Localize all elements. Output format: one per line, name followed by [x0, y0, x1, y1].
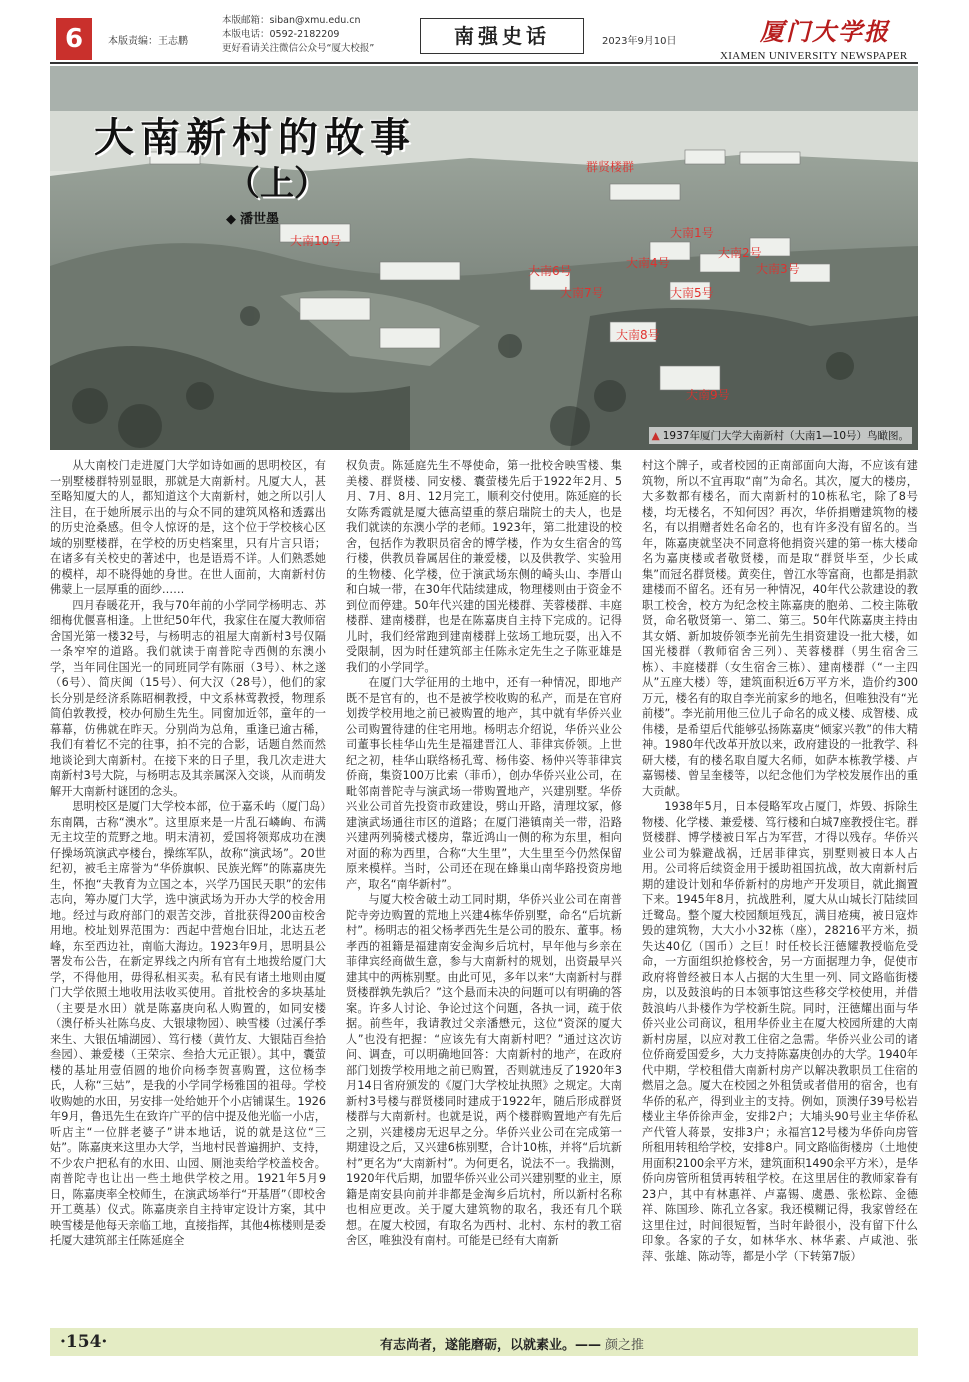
triangle-icon: ▲: [651, 430, 660, 442]
photo-label: 群贤楼群: [586, 160, 635, 174]
page-label: ·154·: [60, 1332, 108, 1352]
photo-label: 大南10号: [290, 234, 342, 248]
page-number-tab: 6: [56, 18, 92, 60]
paragraph: 在厦门大学征用的土地中，还有一种情况，即地产既不是官有的，也不是被学校收购的私产，而是在官府划拨学校用地之前已被购置的地产，其中就有华侨兴业公司购置待建的住宅用地。杨明志介绍说，华侨兴业公司董事长桂华山先生是福建晋江人、菲律宾侨领。上世纪之初，桂华山联络杨孔莺、杨伟姿、杨仲兴等菲律宾侨商，集资100万比索（菲币），创办华侨兴业公司，在毗邻南普陀寺与演武场一带购置地产，兴建别墅。华侨兴业公司首先投资市政建设，劈山开路，清理坟冢，修建演武场通往市区的道路；在厦门港镇南关一带，沿路兴建两列骑楼式楼房，靠近鸿山一侧的称为东里，相向对面的称为西里，合称“大生里”，大生里至今仍然保留原来模样。当时，公司还在现在蜂巢山南华路投资房地产，取名“南华新村”。: [346, 676, 622, 891]
photo-label: 大南6号: [528, 264, 572, 278]
author-name: 潘世墨: [240, 212, 280, 227]
photo-label: 大南4号: [626, 256, 670, 270]
footer-motto: [380, 1334, 644, 1353]
motto-source: 颜之推: [605, 1338, 645, 1353]
footer-bar: [50, 1328, 918, 1356]
phone-line: 本版电话：0592-2182209: [222, 29, 340, 40]
section-title: 南强史话: [420, 18, 584, 54]
paragraph: 与厦大校舍破土动工同时期，华侨兴业公司在南普陀寺旁边购置的荒地上兴建4栋华侨别墅，命名“后坑新村”。杨明志的祖父杨孝西先生是公司的股东、董事。杨孝西的祖籍是福建南安金淘乡后坑村，早年他与乡亲在菲律宾经商做生意，参与大南新村的规划，出资最早兴建其中的两栋别墅。由此可见，多年以来“大南新村与群贤楼群孰先孰后？”这个悬而未决的问题可以有明确的答案。许多人讨论、争论过这个问题，各执一词，疏于依据。前些年，我请教过父亲潘懋元，这位“资深的厦大人”也没有把握：“应该先有大南新村吧？”通过这次访问、调查，可以明确地回答：大南新村的地产，在政府部门划拨学校用地之前已购置，否则就违反了1920年3月14日省府颁发的《厦门大学校址执照》之规定。大南新村3号楼与群贤楼同时建成于1922年，随后形成群贤楼群与大南新村。也就是说，两个楼群购置地产有先后之别，兴建楼房无迟早之分。华侨兴业公司在完成第一期建设之后，又兴建6栋别墅，合计10栋，并将“后坑新村”更名为“大南新村”。为何更名，说法不一。我揣测，1920年代后期，加盟华侨兴业公司兴建别墅的业主，原籍是南安县向前并非都是金淘乡后坑村，所以新村名称也相应更改。关于厦大建筑物的取名，我还有几个联想。在厦大校园，有取名为西村、北村、东村的教工宿舍区，唯独没有南村。可能是已经有大南新: [346, 893, 622, 1247]
wechat-line: 更好看请关注微信公众号“厦大校报”: [222, 43, 375, 54]
photo-label: 大南9号: [686, 388, 730, 402]
issue-date: 2023年9月10日: [602, 36, 677, 47]
diamond-icon: ◆: [226, 212, 236, 227]
photo-label: 大南2号: [718, 246, 762, 260]
photo-label: 大南8号: [616, 328, 660, 342]
masthead: [0, 0, 969, 62]
masthead-rule: [50, 62, 918, 64]
paragraph: 思明校区是厦门大学校本部，位于嘉禾屿（厦门岛）东南隅，古称“澳水”。这里原来是一片乱石嶙峋、布满无主坟茔的荒野之地。明末清初，爱国将领郑成功在澳仔操场筑演武亭楼台，操练军队，故称“演武场”。20世纪初，被毛主席誉为“华侨旗帜、民族光辉”的陈嘉庚先生，怀抱“夫教育为立国之本，兴学乃国民天职”的宏伟志向，筹办厦门大学，选中演武场为开办大学的校舍用地。经过与政府部门的艰苦交涉，首批获得200亩校舍用地。校址划界范围为：西起中营炮台旧址，北达五老峰，东至西边社，南临大海边。1923年9月，思明县公署发布公告，在新定界线之内所有官有土地拨给厦门大学，不得他用，毋得私相买卖。私有民有诸土地则由厦门大学依照土地收用法收买使用。首批校舍的多块基址（主要是水田）就是陈嘉庚向私人购置的，如同安楼（澳仔桥头社陈乌皮、大银埭物园）、映雪楼（过溪仔季来生、大银伍埔湖园）、笃行楼（黄竹友、大银陆百叁拾叁园）、兼爱楼（王荣宗、叁拾大元正银）。其中，囊萤楼的基址用壹佰圆的地价向杨李贺喜购置，这位杨李氏，人称“三姑”，是我的小学同学杨雅国的祖母。学校收购她的水田，另安排一处给她开个小店铺谋生。1926年9月，鲁迅先生在致许广平的信中提及他光临一小店，听店主“一位胖老婆子”讲本地话，说的就是这位“三姑”。陈嘉庚来这里办大学，当地村民普遍拥护、支持，不少农户把私有的水田、山园、厕池卖给学校盖校舍。南普陀寺也让出一些土地供学校之用。1921年5月9日，陈嘉庚率全校师生，在演武场举行“开基厝”（即校舍开工奠基）仪式。陈嘉庚亲自主持审定设计方案，其中映雪楼是他每天亲临工地，直接指挥，其他4栋楼则是委托厦大建筑部主任陈延庭全: [50, 800, 326, 1247]
photo-label: 大南5号: [670, 286, 714, 300]
text-column-2: [346, 458, 622, 1314]
caption-text: 1937年厦门大学大南新村（大南1—10号）鸟瞰图。: [662, 430, 909, 442]
newspaper-logo: 厦门大学报: [760, 17, 890, 46]
photo-label: 大南3号: [756, 262, 800, 276]
paragraph: 村这个牌子，或者校园的正南部面向大海，不应该有建筑物，所以不宜再取“南”为命名。其次，厦大的楼房，大多数都有楼名，而大南新村的10栋私宅，除了8号楼，均无楼名，不知何因？再次，华侨捐赠建筑物的楼名，有以捐赠者姓名命名的，也有许多没有留名的。当年，陈嘉庚就坚决不同意将他捐资兴建的第一栋大楼命名为嘉庚楼或者敬贤楼，而是取“群贤毕至，少长咸集”而冠名群贤楼。黄奕住，曾江水等富商，也都是捐款建楼而不留名。还有另一种情况，40年代公款建设的教职工校舍，校方为纪念校主陈嘉庚的胞弟、二校主陈敬贤，命名敬贤第一、第二、第三。50年代陈嘉庚主持由其女婿、新加坡侨领李光前先生捐资建设一批大楼，如国光楼群（教师宿舍三列）、芙蓉楼群（男生宿舍三栋）、丰庭楼群（女生宿舍三栋）、建南楼群（“一主四从”五座大楼）等，建筑面积近6万平方米，造价约300万元，楼名有的取自李光前家乡的地名，但唯独没有“光前楼”。李光前用他三位儿子命名的成义楼、成智楼、成伟楼，是希望后代能够弘扬陈嘉庚“倾家兴教”的伟大精神。1980年代改革开放以来，政府建设的一批教学、科研大楼，有的楼名取自厦大名师，如萨本栋教学楼、卢嘉锡楼、曾呈奎楼等，以纪念他们为学校发展作出的重大贡献。: [642, 459, 918, 798]
text-column-1: [50, 458, 326, 1314]
motto-text: 有志尚者，遂能磨砺，以就素业。——: [380, 1338, 602, 1353]
paragraph: 权负责。陈延庭先生不辱使命，第一批校舍映雪楼、集美楼、群贤楼、同安楼、囊萤楼先后于1922年2月、5月、7月、8月、12月完工，顺利交付使用。陈延庭的长女陈秀霞就是厦大德高望重的蔡启瑞院士的夫人，也是我们就读的东澳小学的老师。1923年，第二批建设的校舍，包括作为教职员宿舍的博学楼，作为女生宿舍的笃行楼，供教员眷属居住的兼爱楼，以及供教学、实验用的生物楼、化学楼，位于演武场东侧的崎头山、李厝山和白城一带，在30年代陆续建成，物理楼则由于资金不到位而停建。50年代兴建的国光楼群、芙蓉楼群、丰庭楼群、建南楼群，也是在陈嘉庚自主持下完成的。记得儿时，我们经常跑到建南楼群上弦场工地玩耍，出入不受限制，因为时任建筑部主任陈永定先生之子陈亚雄是我们的小学同学。: [346, 459, 622, 674]
photo-caption: [649, 427, 912, 444]
contact-info: [222, 14, 374, 56]
text-column-3: [642, 458, 918, 1314]
photo-label: 大南1号: [670, 226, 714, 240]
paragraph: 四月春暖花开，我与70年前的小学同学杨明志、苏细梅优偃喜相逢。上世纪50年代，我家住在厦大教师宿舍国光第一楼32号，与杨明志的祖屋大南新村3号仅隔一条窄窄的道路。我们就读于南普陀寺西侧的东澳小学，当年同住国光一的同班同学有陈丽（3号）、林之遂（6号）、简庆闽（15号）、何大汉（28号），他们的家长分别是经济系陈昭桐教授，中文系林莺教授，物理系简伯敦教授，校办何励生先生。同窗加近邻，童年的一幕幕，仿佛就在昨天。分别尚为总角，重逢已逾古稀，我们有着忆不完的往事，拍不完的合影，话题自然而然地谈论到大南新村。在接下来的日子里，我几次走进大南新村3号大院，与杨明志及其亲属深入交谈，从而萌发解开大南新村谜团的念头。: [50, 598, 326, 798]
editor-credit: 本版责编：王志鹏: [108, 36, 188, 47]
hero-photo: [50, 66, 918, 450]
paragraph: 1938年5月，日本侵略军攻占厦门，炸毁、拆除生物楼、化学楼、兼爱楼、笃行楼和白城7座教授住宅。群贤楼群、博学楼被日军占为军营，才得以残存。华侨兴业公司为躲避战祸，迁居菲律宾，别墅则被日本人占用。公司将后续资金用于援助祖国抗战，故大南新村后期的建设计划和华侨新村的房地产开发项目，就此搁置下来。1945年8月，抗战胜利，厦大从山城长汀陆续回迁鹭岛。整个厦大校园颓垣残瓦，满目疮痍，被日寇炸毁的建筑物，大大小小32栋（座），28216平方米，损失达40亿（国币）之巨！时任校长汪德耀教授临危受命，一方面组织抢修校舍，另一方面据理力争，促使市政府将曾经被日本人占据的大生里一列、同文路临街楼房，以及鼓浪屿的日本领事馆这些移交学校使用，并借鼓浪屿八卦楼作为学校新生院。同时，汪德耀出面与华侨兴业公司商议，租用华侨业主在厦大校园所建的大南新村房屋，以应对教工住宿之急需。华侨兴业公司的诸位侨商爱国爱乡，大力支持陈嘉庚创办的大学。1940年代中期，学校租借大南新村房产以解决教职员工住宿的燃眉之急。厦大在校园之外租赁或者借用的宿舍，也有华侨的私产，得到业主的支持。例如，顶澳仔39号松岩楼业主华侨徐声金，安排2户；大埔头90号业主华侨私产代管人蒋景，安排3户；永福宫12号楼为华侨向房管所租用转租给学校，安排8户。同文路临街楼房（土地使用面积2100余平方米，建筑面积1490余平方米），是华侨向房管所租赁再转租学校。在这里居住的教师家眷有23户，其中有林惠祥、卢嘉锡、虞愚、张松踪、金德祥、陈国珍、陈孔立各家。我还模糊记得，我家曾经在这里住过，时间很短暂，当时年龄很小，没有留下什么印象。各家的子女，如林华水、林华素、卢咸池、张萍、张雄、陈动等，都是小学（下转第7版）: [642, 800, 918, 1263]
article-title: 大南新村的故事: [94, 114, 416, 161]
email-line: 本版邮箱：siban@xmu.edu.cn: [222, 15, 361, 26]
paragraph: 从大南校门走进厦门大学如诗如画的思明校区，有一别墅楼群特别显眼，那就是大南新村。凡厦大人，甚至略知厦大的人，都知道这个大南新村，她之所以引人注目，在于她所展示出的与众不同的建筑风格和透露出的历史沧桑感。但令人惊讶的是，这个位于学校核心区域的别墅楼群，在学校的历史档案里，只有片言只语；在诸多有关校史的著述中，也是语焉不详。人们熟悉她的模样，却不晓得她的身世。在世人面前，大南新村仿佛蒙上一层厚重的面纱……: [50, 459, 326, 596]
article-subtitle: （上）: [226, 164, 328, 204]
article-body: [50, 458, 918, 1314]
newspaper-logo-en: XIAMEN UNIVERSITY NEWSPAPER: [720, 50, 908, 62]
author-byline: [226, 208, 279, 227]
photo-label: 大南7号: [560, 286, 604, 300]
